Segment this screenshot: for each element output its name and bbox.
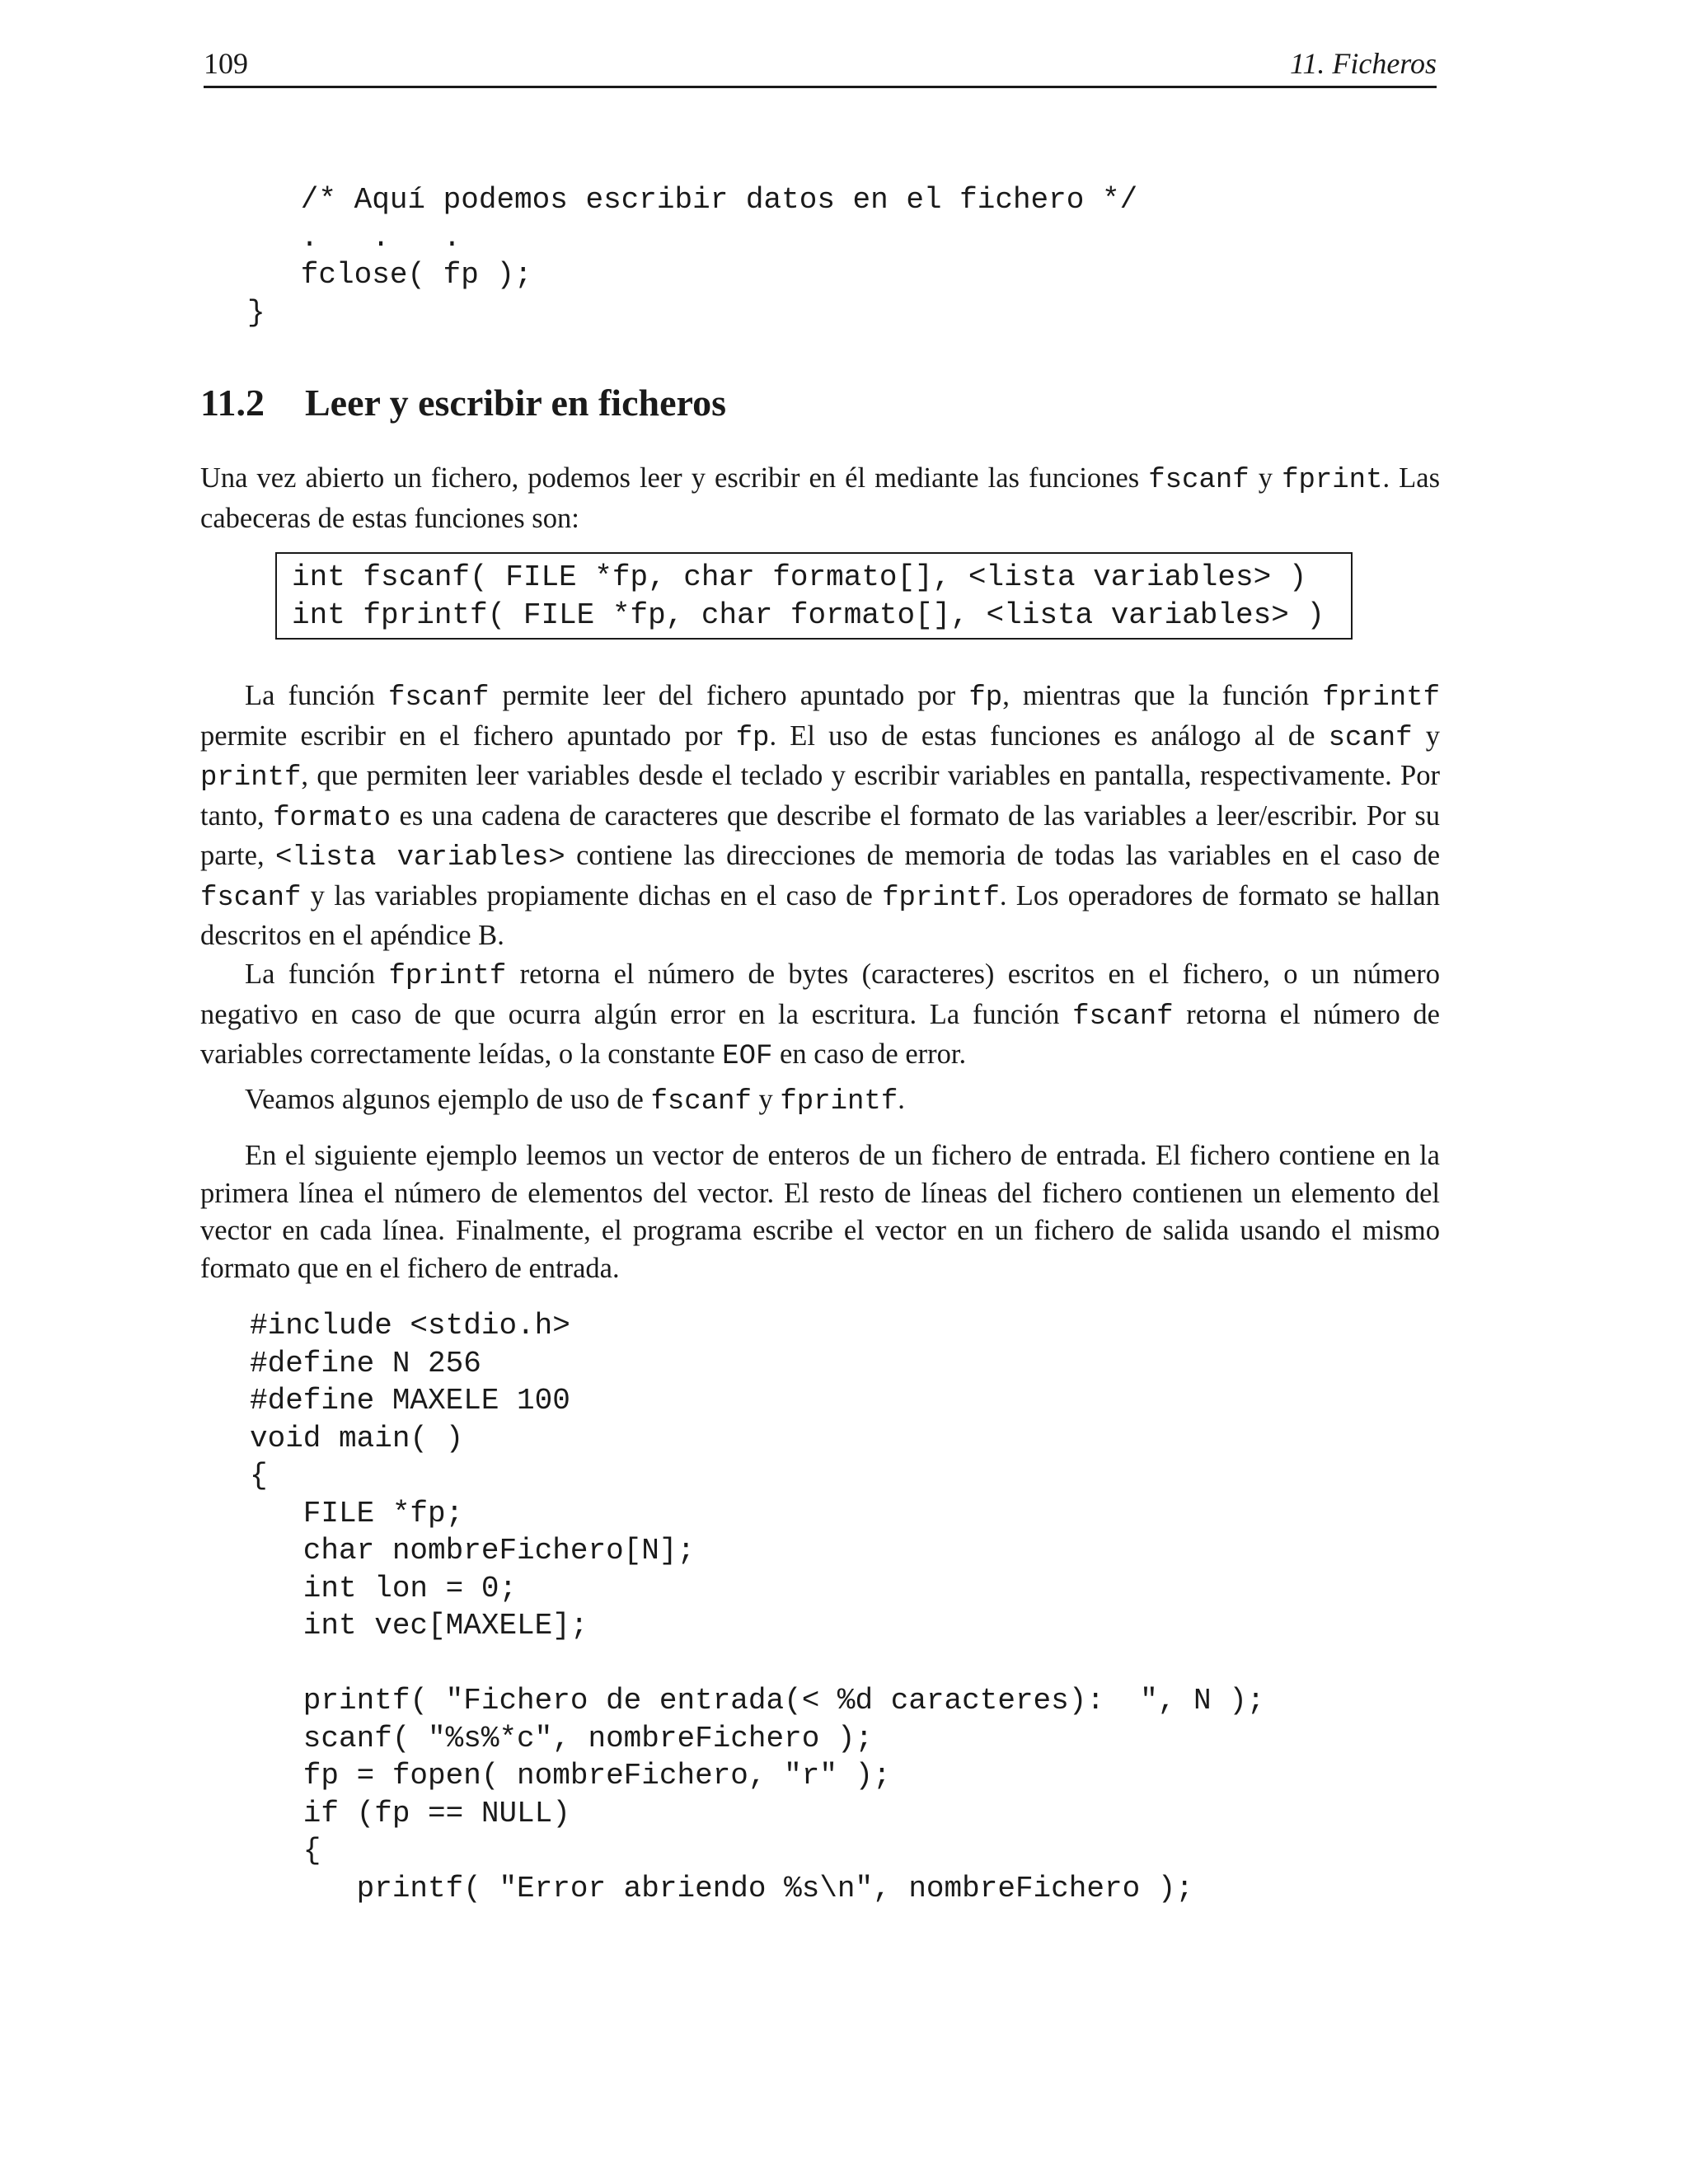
function-signatures: int fscanf( FILE *fp, char formato[], <lista variables> ) int fprintf( FILE *fp, char formato[], <lista variables> ) bbox=[292, 560, 1325, 632]
inline-code: fprintf bbox=[780, 1086, 898, 1118]
section-number: 11.2 bbox=[200, 382, 265, 424]
inline-code: fscanf bbox=[650, 1086, 752, 1118]
inline-code: fprintf bbox=[1322, 682, 1441, 714]
page-number: 109 bbox=[204, 47, 248, 80]
inline-code: fprint bbox=[1282, 465, 1383, 496]
chapter-title: 11. Ficheros bbox=[1290, 47, 1437, 80]
inline-code: fp bbox=[735, 722, 770, 754]
function-signatures-box bbox=[275, 552, 1353, 640]
running-header bbox=[204, 45, 1437, 88]
section-title: Leer y escribir en ficheros bbox=[305, 382, 726, 424]
paragraph-return-values: La función fprintf retorna el número de bytes (caracteres) escritos en el fichero, o un número negativo en caso de que ocurra algún error en la escritura. La función fscanf retorna el número de variables correctamente leídas, o la constante EOF en caso de error. bbox=[200, 958, 1441, 1072]
inline-code: fp bbox=[968, 682, 1003, 714]
section-heading bbox=[200, 381, 726, 424]
inline-code: fprintf bbox=[882, 882, 1000, 914]
paragraph-examples-intro: Veamos algunos ejemplo de uso de fscanf y fprintf. bbox=[245, 1084, 905, 1118]
inline-code: fscanf bbox=[387, 682, 490, 714]
inline-code: scanf bbox=[1328, 722, 1413, 754]
intro-paragraph: Una vez abierto un fichero, podemos leer y escribir en él mediante las funciones fscanf y fprint. Las cabeceras de estas funciones son: bbox=[200, 462, 1440, 534]
inline-code: <lista variables> bbox=[275, 842, 565, 874]
inline-code: fscanf bbox=[200, 882, 302, 914]
inline-code: EOF bbox=[722, 1041, 773, 1072]
inline-code: fscanf bbox=[1148, 465, 1250, 496]
code-block-example: #include <stdio.h> #define N 256 #define MAXELE 100 void main( ) { FILE *fp; char nombreFichero[N]; int lon = 0; int vec[MAXELE]; printf( "Fichero de entrada(< %d caracteres): ", N ); scanf( "%s%*c", nombreFichero ); fp = fopen( nombreFichero, "r" ); if (fp == NULL) { printf( "Error abriendo %s\n", nombreFichero ); bbox=[250, 1309, 1265, 1905]
inline-code: fscanf bbox=[1072, 1001, 1174, 1033]
code-block-top: /* Aquí podemos escribir datos en el fichero */ . . . fclose( fp ); } bbox=[247, 183, 1138, 330]
inline-code: fprintf bbox=[388, 961, 507, 992]
inline-code: printf bbox=[200, 762, 302, 794]
paragraph-example-description: En el siguiente ejemplo leemos un vector de enteros de un fichero de entrada. El fichero contiene en la primera línea el número de elementos del vector. El resto de líneas del fichero contienen un elemento del vector en cada línea. Finalmente, el programa escribe el vector en un fichero de salida usando el mismo formato que en el fichero de entrada. bbox=[200, 1140, 1440, 1284]
inline-code: formato bbox=[273, 802, 391, 834]
paragraph-fscanf-fprintf: La función fscanf permite leer del fichero apuntado por fp, mientras que la función fprintf permite escribir en el fichero apuntado por fp. El uso de estas funciones es análogo al de scanf y printf, que permiten leer variables desde el teclado y escribir variables en pantalla, respectivamente. Por tanto, formato es una cadena de caracteres que describe el formato de las variables a leer/escribir. Por su parte, <lista variables> contiene las direcciones de memoria de todas las variables en el caso de fscanf y las variables propiamente dichas en el caso de fprintf. Los operadores de formato se hallan descritos en el apéndice B. bbox=[200, 680, 1441, 951]
